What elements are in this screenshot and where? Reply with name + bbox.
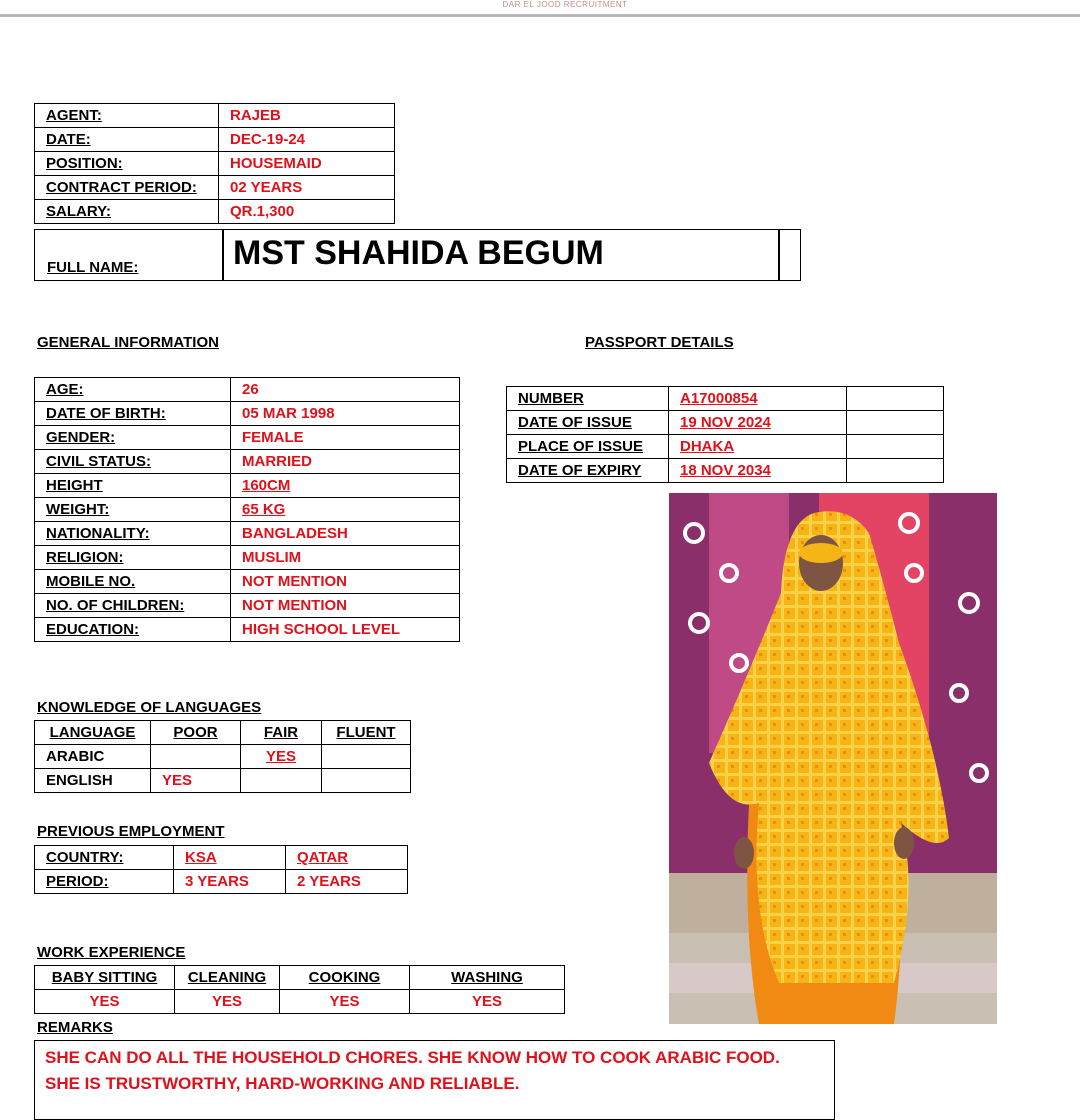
period-label: PERIOD:	[35, 870, 174, 894]
empty-cell	[847, 435, 944, 459]
full-name-label: FULL NAME:	[47, 259, 139, 276]
empty-cell	[847, 411, 944, 435]
languages-table	[34, 720, 411, 793]
education-label: EDUCATION:	[35, 618, 231, 642]
table-row	[35, 870, 408, 894]
table-row	[35, 846, 408, 870]
fluent-cell	[322, 769, 411, 793]
fair-cell: YES	[241, 745, 322, 769]
work-experience-table	[34, 965, 565, 1014]
employment-title: PREVIOUS EMPLOYMENT	[37, 823, 225, 840]
poor-cell	[151, 745, 241, 769]
dob-label: DATE OF BIRTH:	[35, 402, 231, 426]
age-value: 26	[231, 378, 460, 402]
contract-period-value: 02 YEARS	[219, 176, 395, 200]
table-row	[507, 459, 944, 483]
cooking-value: YES	[280, 990, 410, 1014]
issue-date-value: 19 NOV 2024	[669, 411, 847, 435]
passport-title: PASSPORT DETAILS	[585, 334, 734, 351]
table-row	[35, 546, 460, 570]
gender-value: FEMALE	[231, 426, 460, 450]
gender-label: GENDER:	[35, 426, 231, 450]
remarks-box	[34, 1040, 835, 1120]
table-row	[35, 618, 460, 642]
table-row	[507, 387, 944, 411]
fluent-cell	[322, 745, 411, 769]
height-value: 160CM	[231, 474, 460, 498]
table-row	[35, 378, 460, 402]
candidate-photo	[669, 493, 997, 1024]
baby-sitting-value: YES	[35, 990, 175, 1014]
washing-value: YES	[410, 990, 565, 1014]
country-value: KSA	[174, 846, 286, 870]
table-row	[35, 450, 460, 474]
passport-number-label: NUMBER	[507, 387, 669, 411]
agent-label: AGENT:	[35, 104, 219, 128]
table-row	[35, 966, 565, 990]
remarks-line: SHE CAN DO ALL THE HOUSEHOLD CHORES. SHE KNOW HOW TO COOK ARABIC FOOD.	[45, 1048, 780, 1067]
language-name: ENGLISH	[35, 769, 151, 793]
languages-title: KNOWLEDGE OF LANGUAGES	[37, 699, 262, 716]
salary-label: SALARY:	[35, 200, 219, 224]
table-row	[35, 721, 411, 745]
passport-table	[506, 386, 944, 483]
poor-header: POOR	[151, 721, 241, 745]
header-divider	[0, 14, 1080, 17]
cooking-header: COOKING	[280, 966, 410, 990]
position-value: HOUSEMAID	[219, 152, 395, 176]
empty-cell	[847, 387, 944, 411]
mobile-label: MOBILE NO.	[35, 570, 231, 594]
table-row	[35, 594, 460, 618]
remarks-title: REMARKS	[37, 1019, 113, 1036]
language-name: ARABIC	[35, 745, 151, 769]
company-header: DAR EL JOOD RECRUITMENT	[502, 0, 628, 9]
baby-sitting-header: BABY SITTING	[35, 966, 175, 990]
country-value: QATAR	[286, 846, 408, 870]
full-name-box	[34, 229, 801, 281]
general-info-title: GENERAL INFORMATION	[37, 334, 219, 351]
issue-date-label: DATE OF ISSUE	[507, 411, 669, 435]
employment-table	[34, 845, 408, 894]
cleaning-header: CLEANING	[175, 966, 280, 990]
full-name-value: MST SHAHIDA BEGUM	[233, 234, 604, 272]
nationality-label: NATIONALITY:	[35, 522, 231, 546]
table-row	[35, 152, 395, 176]
fair-header: FAIR	[241, 721, 322, 745]
table-row	[35, 498, 460, 522]
table-row	[35, 570, 460, 594]
passport-number-value: A17000854	[669, 387, 847, 411]
religion-value: MUSLIM	[231, 546, 460, 570]
work-experience-title: WORK EXPERIENCE	[37, 944, 186, 961]
divider	[222, 230, 224, 280]
expiry-date-label: DATE OF EXPIRY	[507, 459, 669, 483]
table-row	[35, 128, 395, 152]
table-row	[35, 176, 395, 200]
country-label: COUNTRY:	[35, 846, 174, 870]
table-row	[35, 474, 460, 498]
language-header: LANGUAGE	[35, 721, 151, 745]
table-row	[35, 745, 411, 769]
children-value: NOT MENTION	[231, 594, 460, 618]
civil-status-label: CIVIL STATUS:	[35, 450, 231, 474]
weight-label: WEIGHT:	[35, 498, 231, 522]
table-row	[35, 402, 460, 426]
weight-value: 65 KG	[231, 498, 460, 522]
mobile-value: NOT MENTION	[231, 570, 460, 594]
expiry-date-value: 18 NOV 2034	[669, 459, 847, 483]
remarks-line: SHE IS TRUSTWORTHY, HARD-WORKING AND RELIABLE.	[45, 1074, 520, 1093]
education-value: HIGH SCHOOL LEVEL	[231, 618, 460, 642]
table-row	[35, 990, 565, 1014]
nationality-value: BANGLADESH	[231, 522, 460, 546]
date-label: DATE:	[35, 128, 219, 152]
period-value: 3 YEARS	[174, 870, 286, 894]
table-row	[35, 104, 395, 128]
table-row	[35, 522, 460, 546]
empty-cell	[847, 459, 944, 483]
height-label: HEIGHT	[35, 474, 231, 498]
poor-cell: YES	[151, 769, 241, 793]
period-value: 2 YEARS	[286, 870, 408, 894]
issue-place-label: PLACE OF ISSUE	[507, 435, 669, 459]
children-label: NO. OF CHILDREN:	[35, 594, 231, 618]
divider	[778, 230, 780, 280]
table-row	[507, 411, 944, 435]
salary-value: QR.1,300	[219, 200, 395, 224]
civil-status-value: MARRIED	[231, 450, 460, 474]
fair-cell	[241, 769, 322, 793]
agent-value: RAJEB	[219, 104, 395, 128]
contract-period-label: CONTRACT PERIOD:	[35, 176, 219, 200]
dob-value: 05 MAR 1998	[231, 402, 460, 426]
age-label: AGE:	[35, 378, 231, 402]
religion-label: RELIGION:	[35, 546, 231, 570]
general-info-table	[34, 377, 460, 642]
date-value: DEC-19-24	[219, 128, 395, 152]
table-row	[35, 769, 411, 793]
job-info-table	[34, 103, 395, 224]
fluent-header: FLUENT	[322, 721, 411, 745]
position-label: POSITION:	[35, 152, 219, 176]
cleaning-value: YES	[175, 990, 280, 1014]
table-row	[35, 426, 460, 450]
table-row	[35, 200, 395, 224]
table-row	[507, 435, 944, 459]
issue-place-value: DHAKA	[669, 435, 847, 459]
washing-header: WASHING	[410, 966, 565, 990]
